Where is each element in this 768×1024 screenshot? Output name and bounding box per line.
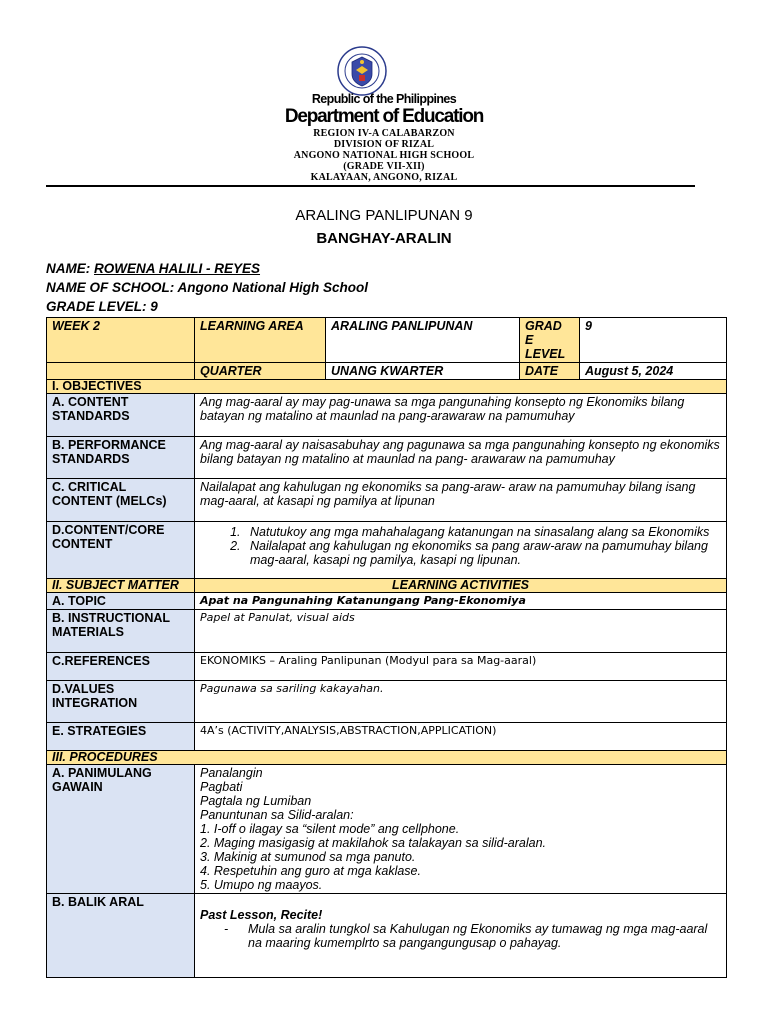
core-content-item: 1. Natutukoy ang mga mahahalagang katanungan na sinasalang alang sa Ekonomiks <box>244 525 721 539</box>
procedure-line: Pagtala ng Lumiban <box>200 794 312 808</box>
procedure-line: Pagbati <box>200 780 243 794</box>
learning-activities-header: LEARNING ACTIVITIES <box>195 579 727 593</box>
objectives-header: I. OBJECTIVES <box>47 380 727 394</box>
subject-matter-header: II. SUBJECT MATTER <box>47 579 195 593</box>
core-content-cell <box>195 522 727 579</box>
quarter-label: QUARTER <box>195 363 326 380</box>
performance-standards-value: Ang mag-aaral ay naisasabuhay ang pagunawa sa mga pangunahing konsepto ng ekonomiks bilang batayan ng matalino at maunlad na pang- arawaraw na pamumuhay <box>195 437 727 479</box>
content-standards-value: Ang mag-aaral ay may pag-unawa sa mga pangunahing konsepto ng Ekonomiks bilang batayan ng matalino at maunlad na pang-arawaraw na pamumuhay <box>195 394 727 437</box>
grade-level-label: GRAD E LEVEL <box>520 318 580 363</box>
core-content-list <box>200 525 721 567</box>
quarter-value: UNANG KWARTER <box>326 363 520 380</box>
republic-text: Republic of the Philippines <box>311 92 457 106</box>
values-integration-label: D.VALUES INTEGRATION <box>47 681 195 723</box>
department-text: Department of Education <box>284 106 484 127</box>
references-value: EKONOMIKS – Araling Panlipunan (Modyul para sa Mag-aaral) <box>195 653 727 681</box>
grades-text: (GRADE VII-XII) <box>343 161 425 172</box>
procedures-header: III. PROCEDURES <box>47 751 727 765</box>
teacher-name: ROWENA HALILI - REYES <box>94 261 261 276</box>
performance-standards-label: B. PERFORMANCE STANDARDS <box>47 437 195 479</box>
week-cell: WEEK 2 <box>47 318 195 363</box>
procedure-line: 4. Respetuhin ang guro at mga kaklase. <box>200 864 421 878</box>
balik-aral-item: - Mula sa aralin tungkol sa Kahulugan ng Ekonomiks ay tumawag ng mga mag-aaral na maaring kumemplrto sa pangangungusap o pahayag. <box>224 922 721 950</box>
core-content-label: D.CONTENT/CORE CONTENT <box>47 522 195 579</box>
balik-aral-heading: Past Lesson, Recite! <box>200 908 323 922</box>
references-label: C.REFERENCES <box>47 653 195 681</box>
learning-area-label: LEARNING AREA <box>195 318 326 363</box>
school-text: ANGONO NATIONAL HIGH SCHOOL <box>293 150 475 161</box>
grade-level-value: 9 <box>580 318 727 363</box>
values-integration-value: Pagunawa sa sariling kakayahan. <box>195 681 727 723</box>
school-name-line: NAME OF SCHOOL: Angono National High School <box>46 280 368 295</box>
region-text: REGION IV-A CALABARZON <box>313 128 455 139</box>
teacher-name-line <box>46 261 260 276</box>
procedure-line: 5. Umupo ng maayos. <box>200 878 323 892</box>
address-text: KALAYAAN, ANGONO, RIZAL <box>310 172 458 183</box>
lesson-plan-table <box>46 317 727 978</box>
procedure-line: Panalangin <box>200 766 263 780</box>
date-label: DATE <box>520 363 580 380</box>
materials-value: Papel at Panulat, visual aids <box>195 610 727 653</box>
topic-value: Apat na Pangunahing Katanungang Pang-Ekonomiya <box>195 593 727 610</box>
name-label: NAME: <box>46 261 94 276</box>
procedure-line: Panuntunan sa Silid-aralan: <box>200 808 354 822</box>
strategies-label: E. STRATEGIES <box>47 723 195 751</box>
date-value: August 5, 2024 <box>580 363 727 380</box>
topic-label: A. TOPIC <box>47 593 195 610</box>
grade-level-line: GRADE LEVEL: 9 <box>46 299 158 314</box>
subject-title: ARALING PANLIPUNAN 9 <box>295 207 473 224</box>
division-text: DIVISION OF RIZAL <box>333 139 435 150</box>
critical-content-value: Nailalapat ang kahulugan ng ekonomiks sa pang-araw- araw na pamumuhay bilang isang mag-aaral, at kasapi ng pamilya at lipunan <box>195 479 727 522</box>
content-standards-label: A. CONTENT STANDARDS <box>47 394 195 437</box>
materials-label: B. INSTRUCTIONAL MATERIALS <box>47 610 195 653</box>
balik-aral-list <box>200 922 721 950</box>
core-content-item: 2. Nailalapat ang kahulugan ng ekonomiks sa pang araw-araw na pamumuhay bilang mag-aaral, kasapi ng pamilya, kasapi ng lipunan. <box>244 539 721 567</box>
panimulang-gawain-label: A. PANIMULANG GAWAIN <box>47 765 195 894</box>
balik-aral-cell <box>195 894 727 978</box>
deped-seal-logo <box>337 46 387 96</box>
critical-content-label: C. CRITICAL CONTENT (MELCs) <box>47 479 195 522</box>
procedure-line: 3. Makinig at sumunod sa mga panuto. <box>200 850 416 864</box>
procedure-line: 1. I-off o ilagay sa “silent mode” ang cellphone. <box>200 822 460 836</box>
header-divider <box>46 185 695 187</box>
balik-aral-label: B. BALIK ARAL <box>47 894 195 978</box>
week-cell-lower <box>47 363 195 380</box>
learning-area-value: ARALING PANLIPUNAN <box>326 318 520 363</box>
panimulang-gawain-cell <box>195 765 727 894</box>
procedure-line: 2. Maging masigasig at makilahok sa talakayan sa silid-aralan. <box>200 836 547 850</box>
strategies-value: 4A’s (ACTIVITY,ANALYSIS,ABSTRACTION,APPLICATION) <box>195 723 727 751</box>
document-type-title: BANGHAY-ARALIN <box>316 230 452 247</box>
